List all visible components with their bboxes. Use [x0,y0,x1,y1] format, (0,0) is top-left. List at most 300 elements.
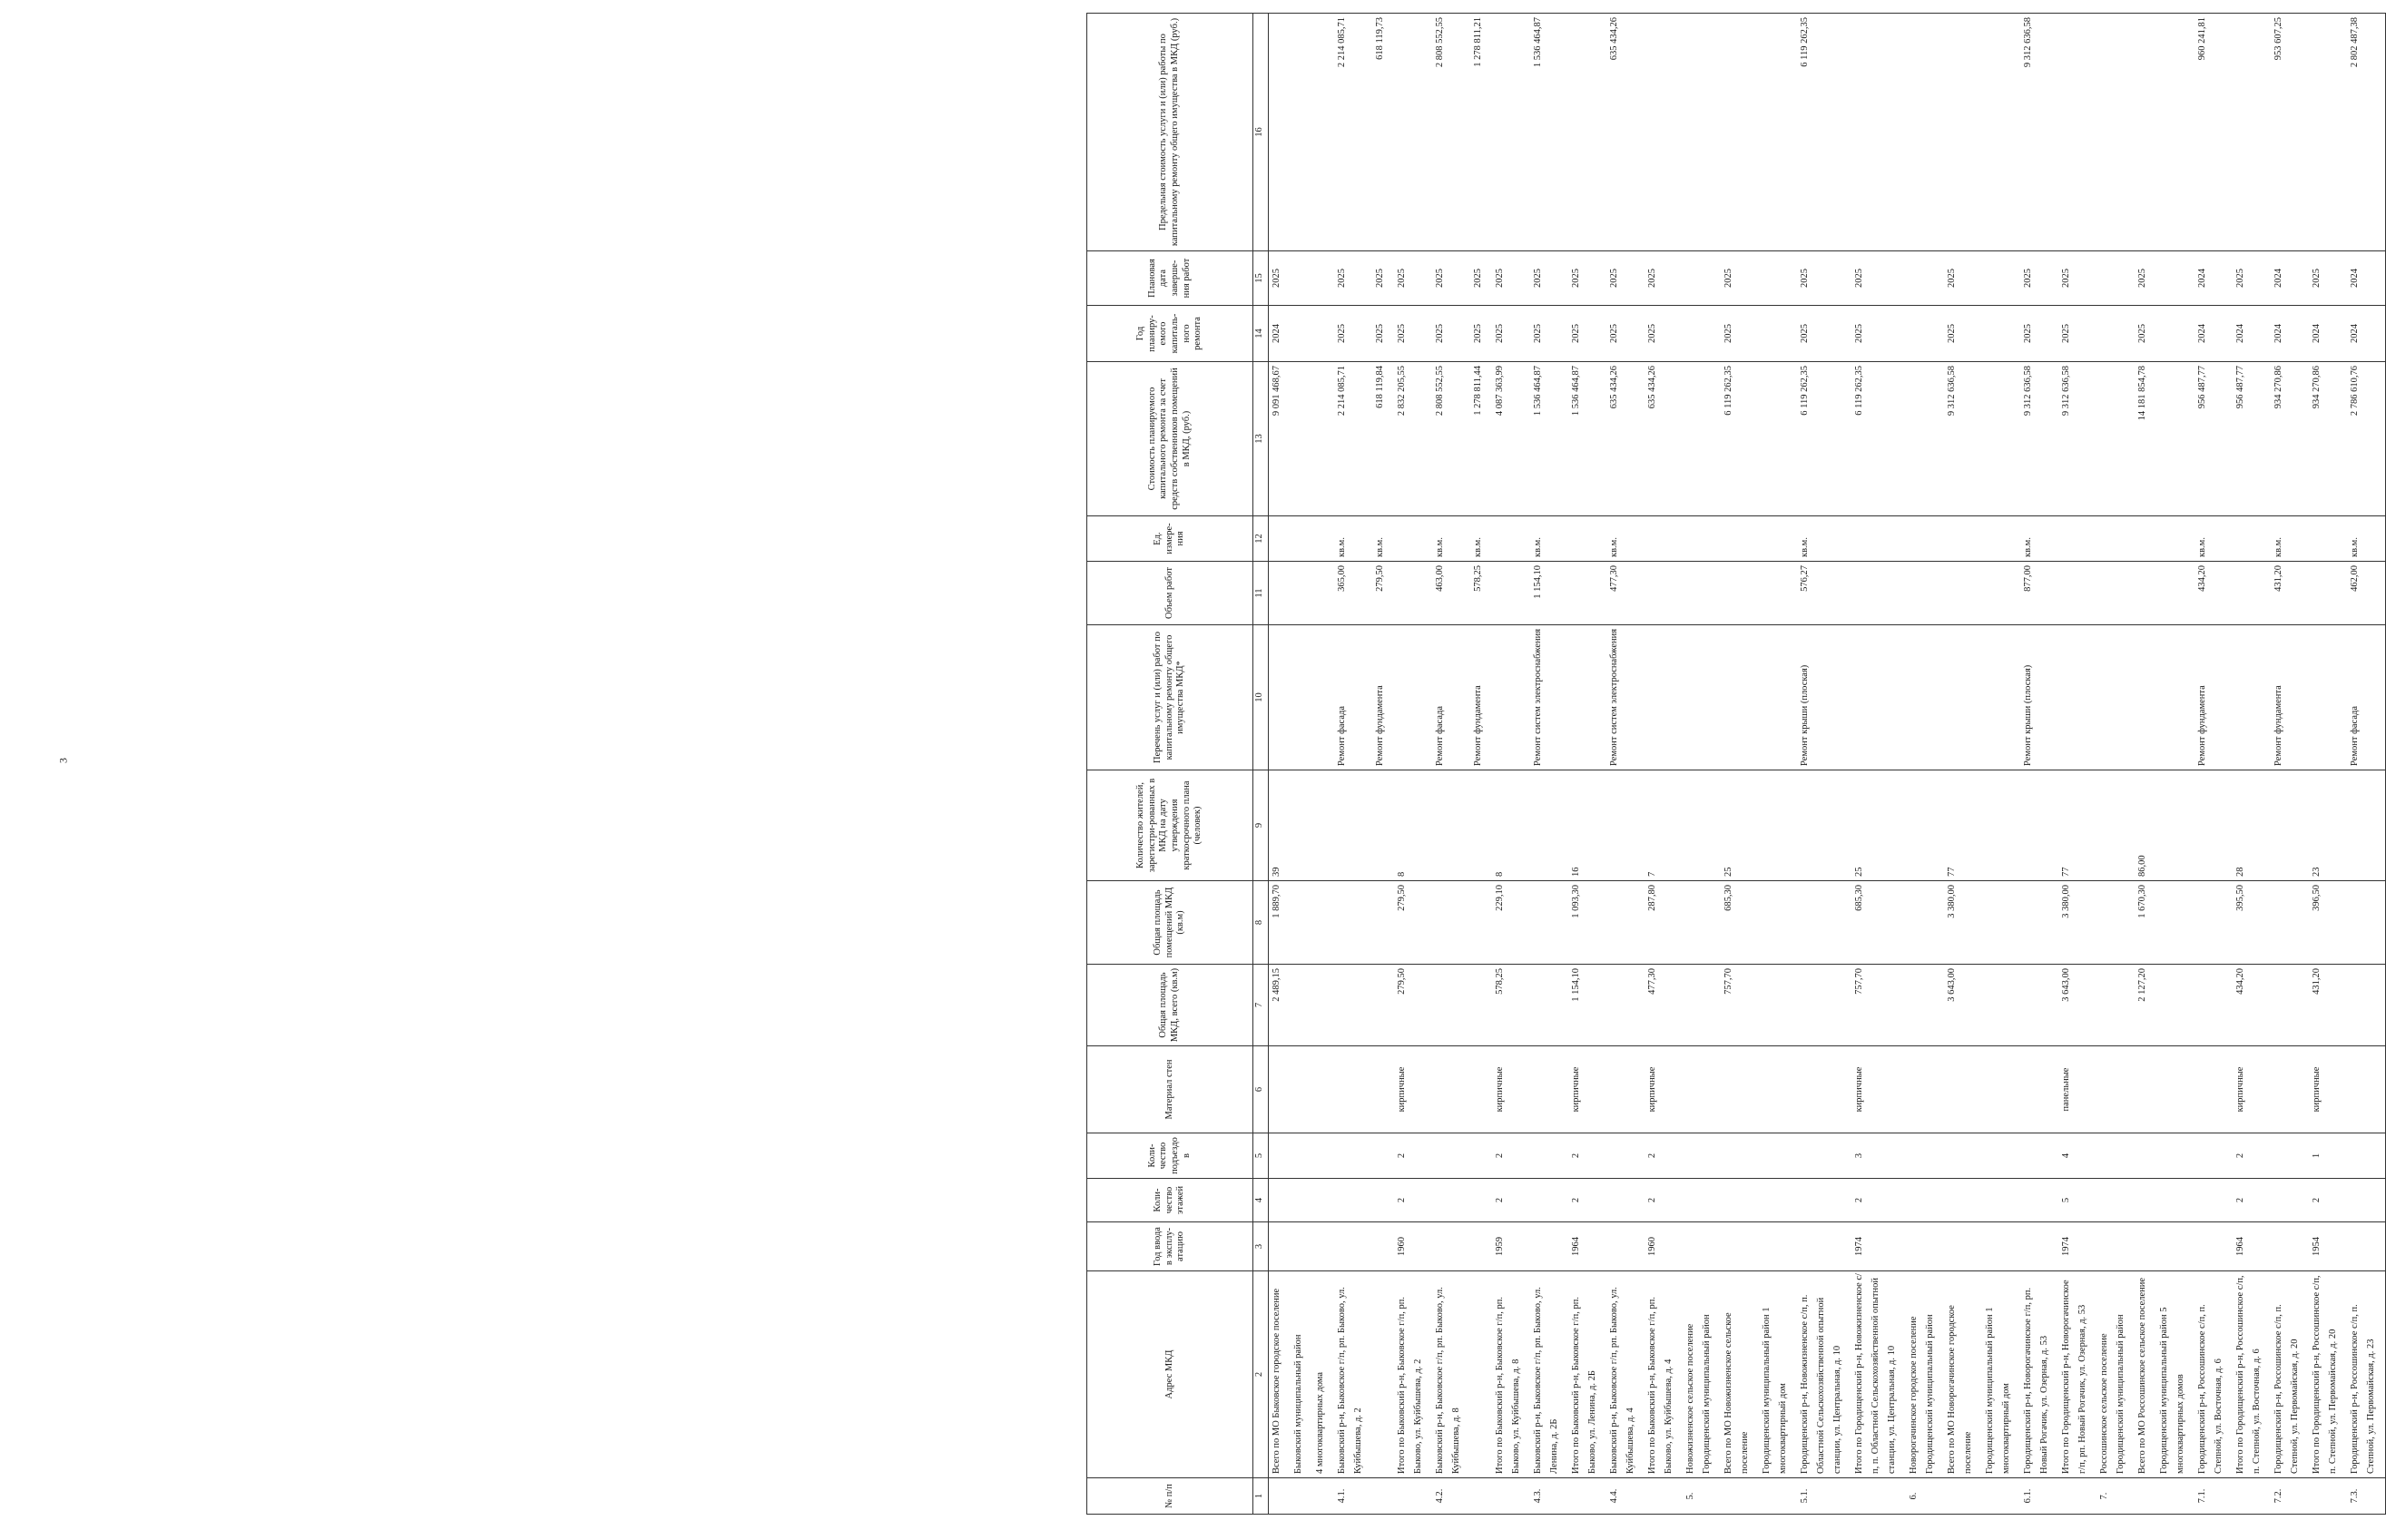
table-cell-addr: Городищенский р-н, Новожизненское с/п, п. Областной Сельскохозяйственной опытной станции, ул. Центральная, д. 10 [1800,1294,1842,1474]
table-cell-end [1759,251,1797,305]
table-cell-limit [1269,14,1291,250]
table-cell-no [1944,1478,1982,1514]
table-cell-wall [1683,1046,1721,1133]
table-cell-end [2156,251,2195,305]
table-cell-area: 3 643,00 [1947,968,1957,1002]
table-cell-year: 1954 [2312,1237,2322,1256]
table-cell-work [1312,625,1334,770]
table-cell-volume [1394,562,1432,624]
table-cell-area: 434,20 [2235,968,2245,995]
table-cell-people [1372,770,1394,880]
table-cell-area [1906,965,1944,1045]
table-cell-plan-year: 2025 [1375,324,1385,343]
table-cell-area [2156,965,2195,1045]
table-cell-people [2271,770,2309,880]
table-cell-unit: кв.м. [2023,537,2033,557]
table-cell-floors: 2 [1397,1197,1407,1203]
table-cell-rooms: 396,50 [2312,885,2322,911]
col-works [1269,625,2386,770]
table-cell-plan-year: 2025 [2061,324,2071,343]
table-cell-people [2347,770,2385,880]
table-cell-unit [1394,516,1432,561]
table-cell-unit [2135,516,2156,561]
table-cell-floors [1372,1179,1394,1221]
table-cell-end: 2025 [1647,269,1657,288]
table-cell-floors: 2 [1647,1197,1657,1203]
table-cell-entr [1721,1133,1759,1178]
table-cell-rooms [1606,881,1645,964]
table-cell-unit [2309,516,2347,561]
col-unit [1269,516,2386,562]
table-cell-entr [1312,1133,1334,1178]
table-cell-addr: Россошинское сельское поселение Городищенский муниципальный район [2099,1314,2126,1474]
table-cell-floors [2135,1179,2156,1221]
table-cell-people: 77 [1947,867,1957,877]
table-cell-unit [2058,516,2096,561]
table-cell-end: 2025 [2023,269,2033,288]
table-cell-rooms: 1 889,70 [1272,885,1281,918]
header-cell: Год планиру-емого капиталь-ного ремонта [1087,306,1253,362]
table-cell-unit: кв.м. [1533,537,1543,557]
table-cell-area [2020,965,2058,1045]
page-number: 3 [56,758,70,763]
table-cell-cost: 6 119 262,35 [1800,366,1810,416]
header-cell: Предельная стоимость услуги и (или) работы по капитальному ремонту общего имущества в МКД (руб.) [1087,14,1253,251]
col-floors [1269,1179,2386,1222]
table-cell-entr: 2 [1397,1153,1407,1159]
table-cell-addr: Итого по Быковский р-н, Быковское г/п, рп. Быково, ул. Куйбышева, д. 4 [1647,1296,1674,1474]
table-cell-limit [2058,14,2096,250]
table-cell-plan-year: 2025 [1723,324,1733,343]
table-cell-rooms [1312,881,1334,964]
table-cell-limit: 953 607,25 [2273,17,2283,61]
table-cell-rooms: 279,50 [1397,885,1407,911]
column-number: 5 [1253,1133,1269,1179]
table-cell-no: 6.1. [2023,1488,2033,1504]
table-cell-volume [1906,562,1944,624]
table-cell-area [1334,965,1372,1045]
table-cell-work [1721,625,1759,770]
table-cell-end: 2025 [1337,269,1347,288]
table-cell-area: 578,25 [1495,968,1505,995]
table-cell-entr: 2 [1571,1153,1581,1159]
table-cell-rooms [2271,881,2309,964]
table-cell-floors: 5 [2061,1197,2071,1203]
table-cell-no [1394,1478,1432,1514]
table-cell-floors [2096,1179,2135,1221]
table-cell-plan-year [1291,306,1312,361]
table-cell-limit [1683,14,1721,250]
table-cell-year [1291,1222,1312,1270]
column-number: 10 [1253,625,1269,770]
table-cell-entr: 2 [2235,1153,2245,1159]
table-cell-wall [1944,1046,1982,1133]
table-cell-unit: кв.м. [1473,537,1483,557]
table-cell-area [1291,965,1312,1045]
table-cell-floors [1606,1179,1645,1221]
table-cell-people [1312,770,1334,880]
table-cell-wall [2271,1046,2309,1133]
table-cell-floors [1944,1179,1982,1221]
table-cell-plan-year: 2025 [1337,324,1347,343]
table-cell-work: Ремонт фундамента [1375,685,1385,766]
table-cell-end: 2025 [1435,269,1445,288]
table-cell-people: 39 [1272,867,1281,877]
table-cell-wall: кирпичные [1495,1066,1505,1113]
table-cell-floors [2195,1179,2233,1221]
table-cell-addr: Городищенский р-н, Новорогачинское г/п, рп. Новый Рогачик, ул. Озерная, д. 53 [2023,1287,2049,1474]
table-cell-no [1759,1478,1797,1514]
table-cell-wall: кирпичные [1571,1066,1581,1113]
table-cell-limit [2309,14,2347,250]
table-cell-wall: панельные [2061,1067,2071,1112]
table-cell-people [2156,770,2195,880]
table-cell-floors [1432,1179,1470,1221]
table-cell-year [2347,1222,2385,1270]
table-cell-work: Ремонт систем электроснабжения [1533,628,1543,766]
table-cell-wall [1372,1046,1394,1133]
table-cell-area [1797,965,1851,1045]
table-cell-people [1470,770,1492,880]
table-cell-area [1432,965,1470,1045]
table-cell-addr: Городищенский муниципальный район 1 многоквартирный дом [1985,1307,2011,1474]
table-cell-year [1432,1222,1470,1270]
table-cell-plan-year: 2025 [1495,324,1505,343]
table-cell-year: 1964 [1571,1237,1581,1256]
table-cell-people [2020,770,2058,880]
table-cell-volume [2058,562,2096,624]
table-cell-work [2156,625,2195,770]
table-cell-end: 2025 [2235,269,2245,288]
table-cell-work [1759,625,1797,770]
table-cell-year [1797,1222,1851,1270]
table-cell-limit [1568,14,1606,250]
table-cell-plan-year [1982,306,2020,361]
table-cell-volume: 1 154,10 [1533,565,1543,599]
table-cell-end: 2025 [1571,269,1581,288]
table-cell-cost: 2 808 552,55 [1435,366,1445,417]
table-cell-year [2135,1222,2156,1270]
header-cell: Адрес МКД [1087,1271,1253,1478]
table-cell-addr: Всего по МО Новорогачинское городское поселение [1947,1305,1973,1474]
table-cell-volume [1568,562,1606,624]
table-cell-floors [1906,1179,1944,1221]
table-cell-cost: 956 487,77 [2197,366,2207,409]
table-cell-addr: Быковский р-н, Быковское г/п, рп. Быково, ул. Куйбышева, д. 8 [1435,1287,1461,1474]
table-cell-end: 2025 [2061,269,2071,288]
table-cell-entr [1334,1133,1372,1178]
table-cell-limit: 2 808 552,55 [1435,17,1445,68]
table-cell-addr: 4 многоквартирных дома [1315,1371,1325,1474]
table-cell-year [1721,1222,1759,1270]
table-cell-entr [1797,1133,1851,1178]
table-cell-end: 2024 [2350,269,2360,288]
table-cell-addr: Городищенский р-н, Россошинское с/п, п. Степной, ул. Первомайская, д. 20 [2273,1304,2300,1474]
table-cell-rooms [1334,881,1372,964]
table-cell-rooms [2020,881,2058,964]
table-cell-people: 25 [1723,867,1733,877]
table-cell-end: 2024 [2273,269,2283,288]
table-cell-volume: 576,27 [1800,565,1810,592]
table-cell-entr [1530,1133,1568,1178]
table-cell-unit [1291,516,1312,561]
table-cell-unit [1851,516,1906,561]
table-cell-volume [1759,562,1797,624]
col-limit-cost [1269,14,2386,251]
table-cell-floors [1312,1179,1334,1221]
table-cell-limit: 2 802 487,38 [2350,17,2360,68]
table-cell-work [1291,625,1312,770]
table-cell-unit [1721,516,1759,561]
header-cell: № п/п [1087,1478,1253,1515]
table-cell-addr: Городищенский р-н, Россошинское с/п, п. Степной, ул. Первомайская, д. 23 [2350,1304,2376,1474]
table-cell-volume [1944,562,1982,624]
table-cell-year [1269,1222,1291,1270]
table-cell-area [1606,965,1645,1045]
table-cell-wall [1530,1046,1568,1133]
table-cell-entr [1372,1133,1394,1178]
table-cell-unit: кв.м. [1375,537,1385,557]
column-number: 14 [1253,306,1269,362]
table-cell-floors [2020,1179,2058,1221]
table-cell-no [2156,1478,2195,1514]
table-cell-entr [1683,1133,1721,1178]
table-cell-cost: 9 312 636,58 [1947,366,1957,417]
table-cell-plan-year [1312,306,1334,361]
table-cell-area [2271,965,2309,1045]
table-cell-area: 757,70 [1854,968,1864,995]
table-cell-area [1759,965,1797,1045]
table-cell-rooms [1759,881,1797,964]
table-cell-work [2058,625,2096,770]
table-cell-plan-year: 2025 [1473,324,1483,343]
table-cell-unit [1645,516,1683,561]
table-cell-rooms: 3 380,00 [2061,885,2071,918]
table-cell-no: 7.3. [2350,1488,2360,1504]
table-cell-wall [1982,1046,2020,1133]
table-cell-unit [2096,516,2135,561]
table-cell-unit [1568,516,1606,561]
table-cell-area: 1 154,10 [1571,968,1581,1002]
table-cell-work: Ремонт фундамента [2273,685,2283,766]
table-cell-volume [1851,562,1906,624]
table-cell-no: 4.1. [1337,1488,1347,1504]
table-cell-wall [1759,1046,1797,1133]
table-cell-volume [1721,562,1759,624]
table-cell-plan-year: 2025 [1854,324,1864,343]
table-cell-limit [1721,14,1759,250]
table-cell-plan-year: 2025 [2023,324,2033,343]
table-cell-no [1372,1478,1394,1514]
table-cell-entr [1269,1133,1291,1178]
table-cell-end: 2025 [1609,269,1619,288]
table-cell-wall [1606,1046,1645,1133]
table-cell-rooms [1372,881,1394,964]
table-cell-area: 477,30 [1647,968,1657,995]
table-cell-no: 7. [2099,1492,2109,1500]
table-cell-area [2195,965,2233,1045]
table-cell-cost: 618 119,84 [1375,366,1385,408]
table-cell-work [1851,625,1906,770]
table-cell-cost: 9 312 636,58 [2061,366,2071,417]
table-cell-work [1492,625,1530,770]
table-cell-work: Ремонт фундамента [2197,685,2207,766]
table-cell-wall [2347,1046,2385,1133]
table-cell-year [2156,1222,2195,1270]
column-number: 15 [1253,251,1269,306]
table-cell-limit: 960 241,81 [2197,17,2207,61]
table-cell-people [1606,770,1645,880]
table-cell-end: 2025 [1473,269,1483,288]
column-number: 11 [1253,562,1269,625]
table-cell-no [1269,1478,1291,1514]
header-cell: Коли-чество этажей [1087,1179,1253,1222]
table-cell-work [2233,625,2271,770]
table-cell-addr: Быковский муниципальный район [1293,1334,1303,1474]
table-cell-limit [1312,14,1334,250]
table-cell-work [2096,625,2135,770]
table-cell-volume [2156,562,2195,624]
table-cell-floors: 2 [1571,1197,1581,1203]
col-residents [1269,770,2386,881]
table-cell-limit: 1 536 464,87 [1533,17,1543,68]
table-cell-cost [1683,362,1721,515]
table-cell-unit: кв.м. [1435,537,1445,557]
table-cell-rooms: 229,10 [1495,885,1505,911]
table-cell-volume: 462,00 [2350,565,2360,592]
column-number: 6 [1253,1046,1269,1133]
header-cell: Общая площадь помещений МКД (кв.м) [1087,881,1253,965]
table-cell-no [2058,1478,2096,1514]
table-cell-unit [1906,516,1944,561]
table-cell-area [2347,965,2385,1045]
col-cost [1269,362,2386,516]
table-cell-no: 6. [1909,1492,1919,1500]
table-cell-work [1944,625,1982,770]
table-cell-wall: кирпичные [1647,1066,1657,1113]
table-cell-plan-year [2156,306,2195,361]
table-cell-limit: 1 278 811,21 [1473,17,1483,67]
table-cell-people: 7 [1647,871,1657,877]
table-cell-addr: Всего по МО Россошинское сельское поселение [2137,1277,2147,1474]
table-cell-rooms: 1 093,30 [1571,885,1581,918]
table-cell-floors: 2 [1495,1197,1505,1203]
table-cell-volume: 463,00 [1435,565,1445,592]
table-cell-end [1906,251,1944,305]
table-cell-floors [1721,1179,1759,1221]
table-cell-no [1291,1478,1312,1514]
table-cell-no [1568,1478,1606,1514]
table-cell-entr [1944,1133,1982,1178]
table-cell-no [1492,1478,1530,1514]
table-cell-year [1759,1222,1797,1270]
table-cell-cost: 1 278 811,44 [1473,366,1483,416]
table-cell-people: 23 [2312,867,2322,877]
table-cell-cost [1982,362,2020,515]
table-cell-area: 757,70 [1723,968,1733,995]
col-address [1269,1271,2386,1478]
table-cell-addr: Городищенский р-н, Россошинское с/п, п. Степной, ул. Восточная, д. 6 [2197,1304,2224,1474]
table-cell-volume [2135,562,2156,624]
table-cell-entr: 4 [2061,1153,2071,1159]
table-cell-year [1312,1222,1334,1270]
table-cell-addr [1372,1271,1394,1477]
table-cell-rooms [1982,881,2020,964]
table-cell-wall [1269,1046,1291,1133]
table-cell-work [1568,625,1606,770]
table-cell-addr: Новожизненское сельское поселение Городищенский муниципальный район [1685,1314,1712,1474]
column-number: 12 [1253,516,1269,562]
table-cell-addr [1470,1271,1492,1477]
table-cell-wall [1334,1046,1372,1133]
col-no [1269,1478,2386,1515]
table-cell-rooms [2195,881,2233,964]
table-cell-year [1334,1222,1372,1270]
table-cell-year: 1960 [1397,1237,1407,1256]
table-cell-people [1906,770,1944,880]
table-cell-addr: Итого по Городищенский р-н, Россошинское с/п, п. Степной, ул. Восточная, д. 6 [2235,1275,2262,1474]
table-cell-volume [1312,562,1334,624]
table-cell-end: 2025 [2312,269,2322,288]
table-cell-wall: кирпичные [1397,1066,1407,1113]
table-cell-work: Ремонт фасада [2350,705,2360,766]
table-cell-cost: 9 312 636,58 [2023,366,2033,417]
table-cell-unit: кв.м. [1337,537,1347,557]
table-cell-area: 2 127,20 [2137,968,2147,1002]
table-cell-people: 16 [1571,867,1581,877]
table-cell-rooms: 395,50 [2235,885,2245,911]
table-cell-plan-year: 2025 [1609,324,1619,343]
table-cell-rooms [2096,881,2135,964]
table-cell-entr [2096,1133,2135,1178]
table-cell-no: 7.2. [2273,1488,2283,1504]
table-cell-unit: кв.м. [1609,537,1619,557]
table-cell-addr: Всего по МО Быковское городское поселение [1272,1288,1281,1474]
table-cell-end: 2025 [1947,269,1957,288]
table-cell-addr: Новорогачинское городское поселение Городищенский муниципальный район [1909,1314,1935,1474]
table-cell-rooms: 685,30 [1723,885,1733,911]
table-cell-end: 2025 [1495,269,1505,288]
table-cell-plan-year [1683,306,1721,361]
table-cell-addr: Итого по Быковский р-н, Быковское г/п, рп. Быково, ул. Куйбышева, д. 8 [1495,1296,1521,1474]
table-cell-cost: 6 119 262,35 [1854,366,1864,416]
table-cell-wall [1721,1046,1759,1133]
table-cell-plan-year [2096,306,2135,361]
table-cell-entr [2135,1133,2156,1178]
table-cell-rooms: 3 380,00 [1947,885,1957,918]
rotated-page [1086,14,2376,1515]
column-number: 16 [1253,14,1269,251]
table-cell-work: Ремонт фундамента [1473,685,1483,766]
table-cell-entr: 1 [2312,1153,2322,1159]
column-number: 4 [1253,1179,1269,1222]
table-cell-year [2271,1222,2309,1270]
table-cell-addr: Городищенский муниципальный район 5 многоквартирных домов [2159,1307,2185,1474]
table-cell-volume [2096,562,2135,624]
table-cell-work: Ремонт крыши (плоская) [2023,664,2033,766]
table-cell-addr: Итого по Быковский р-н, Быковское г/п, рп. Быково, ул. Куйбышева, д. 2 [1397,1296,1423,1474]
table-cell-limit [2233,14,2271,250]
table-cell-area [1470,965,1492,1045]
table-cell-work: Ремонт крыши (плоская) [1800,664,1810,766]
table-cell-limit: 6 119 262,35 [1800,17,1810,67]
col-volume [1269,562,2386,625]
table-cell-floors: 2 [2312,1197,2322,1203]
table-cell-people [1759,770,1797,880]
table-cell-floors [1530,1179,1568,1221]
table-cell-end: 2025 [1272,269,1281,288]
header-cell: Ед. измере-ния [1087,516,1253,562]
